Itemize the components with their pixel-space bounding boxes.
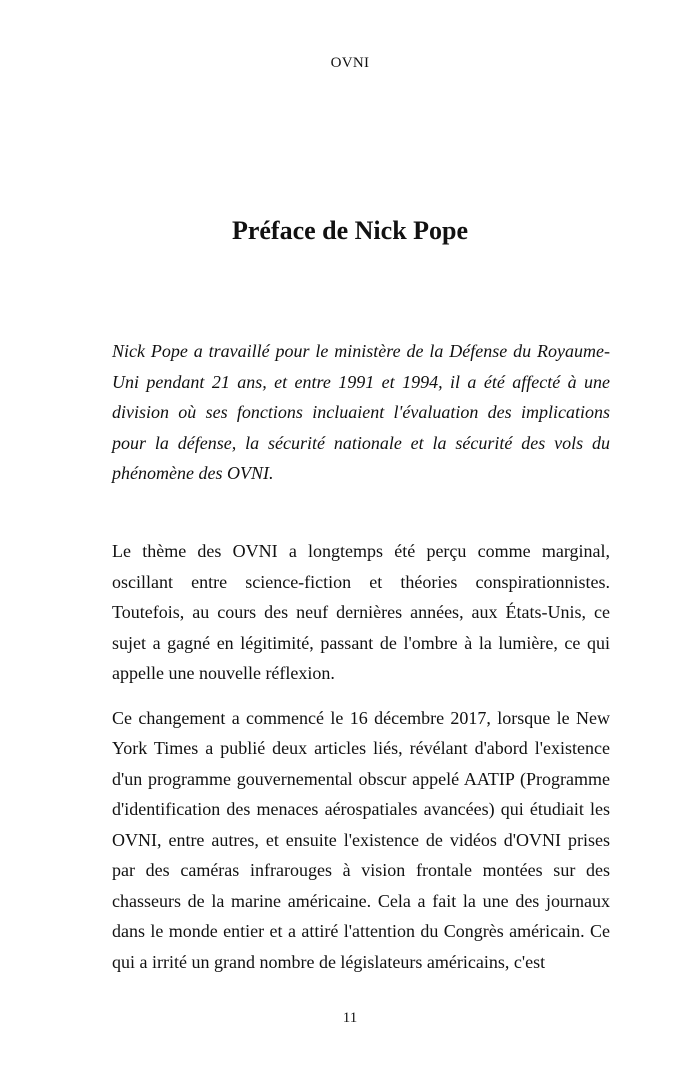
body-paragraph-1: Le thème des OVNI a longtemps été perçu comme marginal, oscillant entre science-fiction et théories conspirationnistes. Toutefois, au cours des neuf dernières années, aux États-Unis, ce sujet a gagné en légitimité, passant de l'ombre à la lumière, ce qui appelle une nouvelle réflexion. (112, 541, 610, 683)
intro-paragraph: Nick Pope a travaillé pour le ministère de la Défense du Royaume-Uni pendant 21 ans, et entre 1991 et 1994, il a été affecté à une division où ses fonctions incluaient l'évaluation des implications pour la défense, la sécurité nationale et la sécurité des vols du phénomène des OVNI. (112, 341, 610, 483)
body-text (112, 536, 610, 991)
running-header: OVNI (330, 55, 370, 71)
body-paragraph-2: Ce changement a commencé le 16 décembre 2017, lorsque le New York Times a publié deux articles liés, révélant d'abord l'existence d'un programme gouvernemental obscur appelé AATIP (Programme d'identification des menaces aérospatiales avancées) qui étudiait les OVNI, entre autres, et ensuite l'existence de vidéos d'OVNI prises par des caméras infrarouges à vision frontale montées sur des chasseurs de la marine américaine. Cela a fait la une des journaux dans le monde entier et a attiré l'attention du Congrès américain. Ce qui a irrité un grand nombre de législateurs américains, c'est (112, 707, 610, 972)
page-number: 11 (342, 1010, 358, 1026)
chapter-title: Préface de Nick Pope (231, 216, 469, 245)
